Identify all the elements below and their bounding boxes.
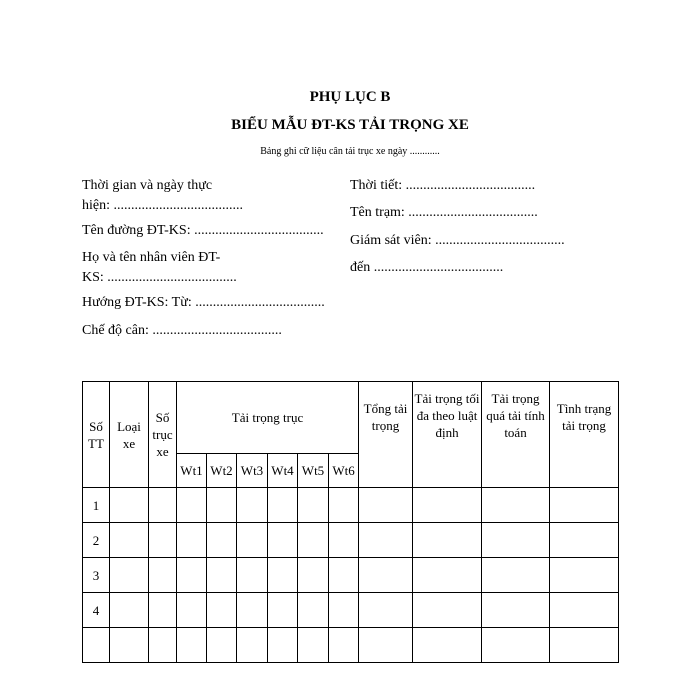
header-overload-calc: Tải trọng quá tải tính toán [482, 382, 550, 488]
cell[interactable] [359, 523, 413, 558]
subheader-wt3: Wt3 [237, 454, 268, 488]
cell[interactable] [110, 523, 149, 558]
cell[interactable] [149, 593, 177, 628]
table-header-row [83, 382, 619, 454]
field-weather[interactable] [350, 176, 535, 196]
axle-load-table [82, 381, 619, 663]
cell[interactable] [329, 523, 359, 558]
cell[interactable] [207, 558, 237, 593]
cell[interactable] [268, 488, 298, 523]
field-survey-time[interactable] [82, 176, 243, 216]
table-row[interactable] [83, 593, 619, 628]
cell[interactable] [149, 558, 177, 593]
cell[interactable] [177, 488, 207, 523]
cell[interactable] [177, 593, 207, 628]
title-form: BIỂU MẪU ĐT-KS TẢI TRỌNG XE [231, 117, 469, 133]
cell[interactable] [237, 628, 268, 663]
cell[interactable] [413, 558, 482, 593]
field-station-name-label: Tên trạm: ..................................... [350, 205, 538, 220]
cell[interactable] [359, 488, 413, 523]
header-stt: Số TT [83, 382, 110, 488]
field-surveyor-name-line1: Họ và tên nhân viên ĐT- [82, 250, 221, 265]
table-row[interactable] [83, 488, 619, 523]
cell[interactable] [482, 558, 550, 593]
field-direction-to-label: đến ..................................... [350, 260, 504, 275]
cell[interactable] [207, 628, 237, 663]
cell[interactable] [149, 523, 177, 558]
cell[interactable] [298, 523, 329, 558]
subheader-wt1: Wt1 [177, 454, 207, 488]
field-weigh-mode-label: Chế độ cân: ..................................... [82, 323, 282, 338]
field-road-name-label: Tên đường ĐT-KS: ..................................... [82, 223, 324, 238]
cell[interactable] [329, 628, 359, 663]
subheader-wt4: Wt4 [268, 454, 298, 488]
cell[interactable] [298, 558, 329, 593]
cell[interactable] [413, 628, 482, 663]
table-row[interactable] [83, 523, 619, 558]
field-surveyor-name[interactable] [82, 248, 237, 288]
field-survey-time-line1: Thời gian và ngày thực [82, 178, 213, 193]
subheader-wt2: Wt2 [207, 454, 237, 488]
subheader-wt6: Wt6 [329, 454, 359, 488]
subtitle-record-date: Bảng ghi cữ liệu cân tải trục xe ngày ............ [260, 146, 440, 157]
cell[interactable] [268, 523, 298, 558]
subheader-wt5: Wt5 [298, 454, 329, 488]
field-station-name[interactable] [350, 203, 538, 223]
table-row[interactable] [83, 558, 619, 593]
header-max-legal-load: Tải trọng tối đa theo luật định [413, 382, 482, 488]
cell[interactable] [268, 593, 298, 628]
field-direction-from[interactable] [82, 293, 325, 313]
cell[interactable] [359, 558, 413, 593]
cell[interactable] [110, 628, 149, 663]
cell[interactable] [550, 488, 619, 523]
cell[interactable] [550, 628, 619, 663]
row-number: 2 [83, 523, 110, 558]
cell[interactable] [298, 488, 329, 523]
field-weigh-mode[interactable] [82, 321, 282, 341]
header-total-load: Tổng tải trọng [359, 382, 413, 488]
cell[interactable] [177, 558, 207, 593]
cell[interactable] [207, 523, 237, 558]
cell[interactable] [550, 593, 619, 628]
field-survey-time-line2: hiện: ..................................... [82, 198, 243, 213]
header-axle-load: Tải trọng trục [177, 382, 359, 454]
header-axle-count: Số trục xe [149, 382, 177, 488]
cell[interactable] [110, 558, 149, 593]
cell[interactable] [149, 628, 177, 663]
field-road-name[interactable] [82, 221, 324, 241]
field-direction-from-label: Hướng ĐT-KS: Từ: ..................................... [82, 295, 325, 310]
title-appendix: PHỤ LỤC B [309, 89, 391, 105]
field-supervisor-label: Giám sát viên: ..................................... [350, 233, 565, 248]
cell[interactable] [298, 593, 329, 628]
cell[interactable] [298, 628, 329, 663]
cell[interactable] [550, 558, 619, 593]
cell[interactable] [110, 593, 149, 628]
cell[interactable] [237, 523, 268, 558]
cell[interactable] [237, 593, 268, 628]
field-weather-label: Thời tiết: ..................................... [350, 178, 536, 193]
cell[interactable] [413, 593, 482, 628]
cell[interactable] [329, 558, 359, 593]
cell[interactable] [268, 558, 298, 593]
cell[interactable] [482, 628, 550, 663]
header-load-status: Tình trạng tải trọng [550, 382, 619, 488]
row-number: 1 [83, 488, 110, 523]
cell[interactable] [359, 593, 413, 628]
cell[interactable] [207, 488, 237, 523]
cell[interactable] [550, 523, 619, 558]
header-vehicle-type: Loại xe [110, 382, 149, 488]
cell[interactable] [329, 488, 359, 523]
cell[interactable] [207, 593, 237, 628]
row-number: 4 [83, 593, 110, 628]
row-number [83, 628, 110, 663]
cell[interactable] [482, 523, 550, 558]
cell[interactable] [413, 523, 482, 558]
cell[interactable] [329, 593, 359, 628]
field-surveyor-name-line2: KS: ..................................... [82, 270, 237, 285]
cell[interactable] [268, 628, 298, 663]
cell[interactable] [177, 523, 207, 558]
cell[interactable] [413, 488, 482, 523]
table-row[interactable] [83, 628, 619, 663]
cell[interactable] [149, 488, 177, 523]
field-supervisor[interactable] [350, 231, 565, 251]
cell[interactable] [177, 628, 207, 663]
row-number: 3 [83, 558, 110, 593]
cell[interactable] [359, 628, 413, 663]
cell[interactable] [482, 488, 550, 523]
cell[interactable] [482, 593, 550, 628]
cell[interactable] [237, 488, 268, 523]
field-direction-to[interactable] [350, 258, 503, 278]
cell[interactable] [237, 558, 268, 593]
cell[interactable] [110, 488, 149, 523]
